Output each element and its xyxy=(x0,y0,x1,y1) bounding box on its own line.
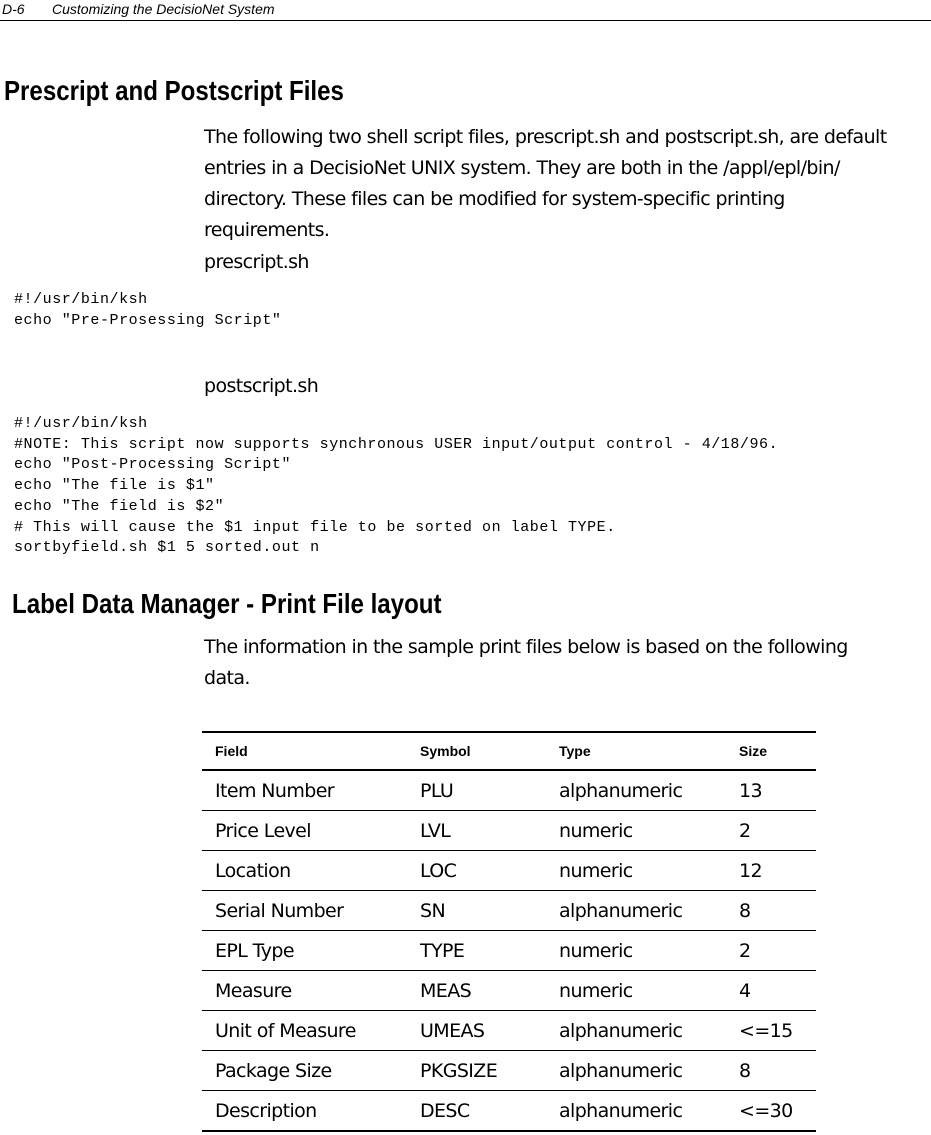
cell-field: EPL Type xyxy=(202,931,407,971)
cell-symbol: TYPE xyxy=(407,931,546,971)
cell-size: 2 xyxy=(726,811,816,851)
table-row xyxy=(202,931,816,971)
column-header-symbol: Symbol xyxy=(407,732,546,770)
field-data-table xyxy=(202,731,816,1132)
running-header xyxy=(0,0,931,21)
postscript-label: postscript.sh xyxy=(204,375,319,397)
cell-field: Item Number xyxy=(202,770,407,811)
cell-size: <=15 xyxy=(726,1011,816,1051)
cell-symbol: UMEAS xyxy=(407,1011,546,1051)
cell-symbol: SN xyxy=(407,891,546,931)
column-header-type: Type xyxy=(546,732,726,770)
table-row xyxy=(202,1011,816,1051)
prescript-code-block: #!/usr/bin/ksh echo "Pre-Prosessing Script" xyxy=(14,291,282,329)
table-row xyxy=(202,891,816,931)
cell-size: 4 xyxy=(726,971,816,1011)
cell-symbol: MEAS xyxy=(407,971,546,1011)
data-intro-paragraph: The information in the sample print files below is based on the following data. xyxy=(204,636,848,689)
cell-size: 8 xyxy=(726,891,816,931)
cell-size: 13 xyxy=(726,770,816,811)
cell-field: Price Level xyxy=(202,811,407,851)
table-row xyxy=(202,770,816,811)
cell-size: 12 xyxy=(726,851,816,891)
cell-type: alphanumeric xyxy=(546,1091,726,1132)
cell-symbol: PLU xyxy=(407,770,546,811)
table-row xyxy=(202,1051,816,1091)
cell-symbol: LVL xyxy=(407,811,546,851)
cell-symbol: PKGSIZE xyxy=(407,1051,546,1091)
page-number: D-6 xyxy=(2,1,25,17)
cell-size: <=30 xyxy=(726,1091,816,1132)
running-title: Customizing the DecisioNet System xyxy=(52,1,275,17)
cell-field: Description xyxy=(202,1091,407,1132)
cell-type: numeric xyxy=(546,851,726,891)
postscript-code-block: #!/usr/bin/ksh #NOTE: This script now supports synchronous USER input/output control - 4/18/96. echo "Post-Processing Script" echo "The file is $1" echo "The field is $2" # This will cause the $1 input file to be sorted on label TYPE. sortbyfield.sh $1 5 sorted.out n xyxy=(14,415,779,557)
prescript-label: prescript.sh xyxy=(204,251,309,273)
column-header-size: Size xyxy=(726,732,816,770)
cell-field: Measure xyxy=(202,971,407,1011)
cell-type: alphanumeric xyxy=(546,770,726,811)
section-intro-paragraph: The following two shell script files, prescript.sh and postscript.sh, are default entries in a DecisioNet UNIX system. They are both in the /appl/epl/bin/ directory. These files can be modified for system-specific printing requirements. xyxy=(204,126,887,241)
table-header-row xyxy=(202,732,816,770)
section-title-prescript-postscript: Prescript and Postscript Files xyxy=(4,75,344,106)
cell-type: numeric xyxy=(546,811,726,851)
cell-type: numeric xyxy=(546,971,726,1011)
cell-type: alphanumeric xyxy=(546,891,726,931)
cell-symbol: DESC xyxy=(407,1091,546,1132)
cell-type: alphanumeric xyxy=(546,1051,726,1091)
column-header-field: Field xyxy=(202,732,407,770)
cell-field: Serial Number xyxy=(202,891,407,931)
cell-symbol: LOC xyxy=(407,851,546,891)
table-row xyxy=(202,811,816,851)
table-row xyxy=(202,1091,816,1132)
cell-size: 8 xyxy=(726,1051,816,1091)
cell-size: 2 xyxy=(726,931,816,971)
cell-type: alphanumeric xyxy=(546,1011,726,1051)
table-row xyxy=(202,851,816,891)
section-title-label-data-manager: Label Data Manager - Print File layout xyxy=(12,588,442,619)
table-row xyxy=(202,971,816,1011)
cell-field: Unit of Measure xyxy=(202,1011,407,1051)
cell-type: numeric xyxy=(546,931,726,971)
cell-field: Location xyxy=(202,851,407,891)
cell-field: Package Size xyxy=(202,1051,407,1091)
